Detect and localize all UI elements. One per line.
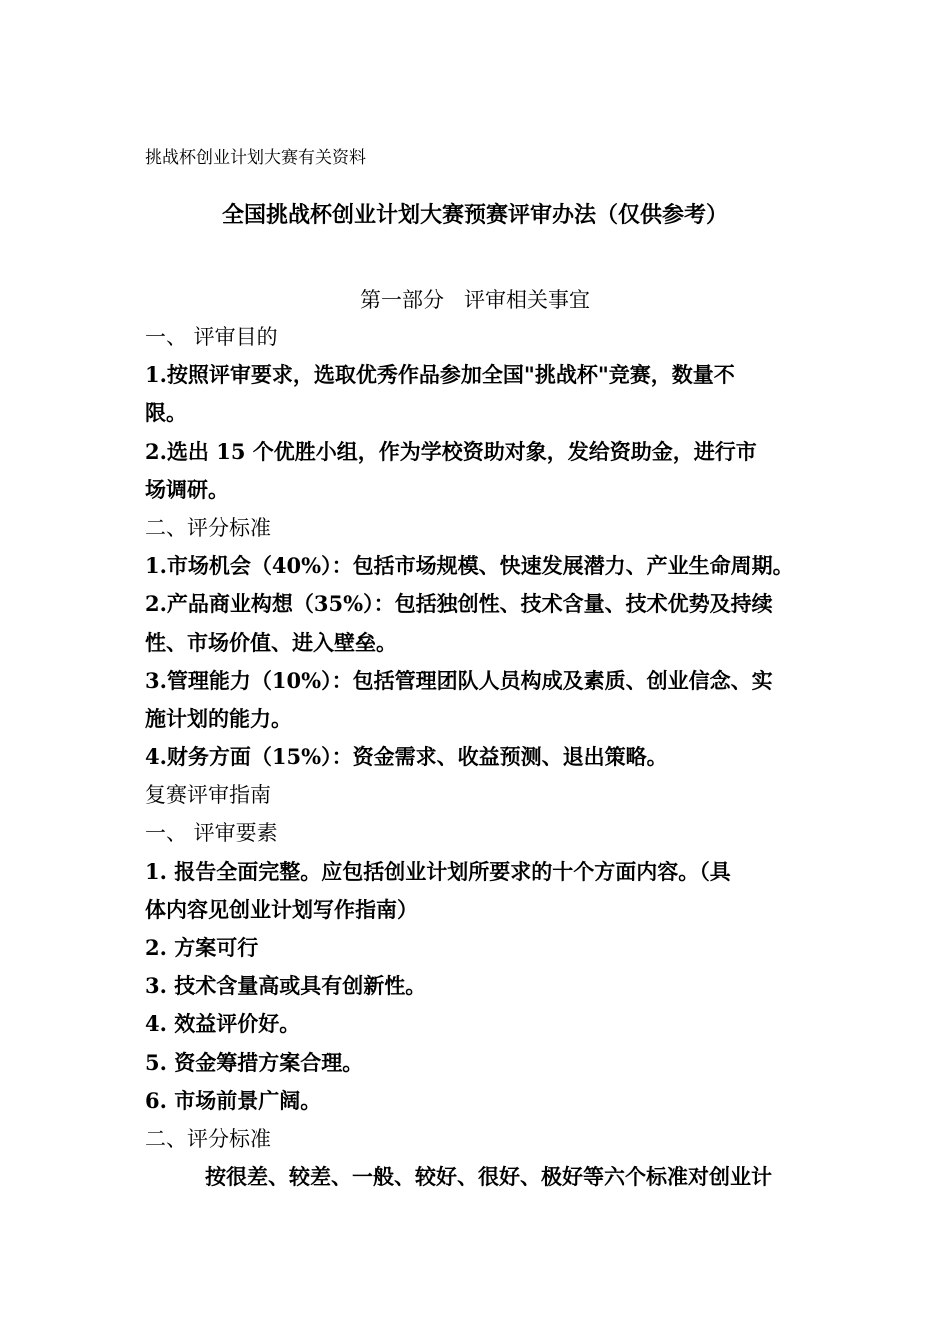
part-title: 第一部分 评审相关事宜 bbox=[359, 288, 591, 312]
paragraph-line: 1.市场机会（40%）：包括市场规模、快速发展潜力、产业生命周期。 bbox=[145, 553, 794, 579]
paragraph-line: 6. 市场前景广阔。 bbox=[145, 1087, 322, 1113]
paragraph-line: 4. 效益评价好。 bbox=[145, 1011, 301, 1037]
heading-scoring-criteria: 二、评分标准 bbox=[145, 515, 271, 540]
paragraph-line: 体内容见创业计划写作指南） bbox=[145, 896, 418, 922]
paragraph-line: 2.选出 15 个优胜小组，作为学校资助对象，发给资助金，进行市 bbox=[145, 438, 757, 464]
paragraph-line: 1.按照评审要求，选取优秀作品参加全国"挑战杯"竞赛，数量不 bbox=[145, 362, 735, 388]
paragraph-line: 2. 方案可行 bbox=[145, 935, 259, 960]
heading-review-elements: 一、 评审要素 bbox=[145, 821, 278, 846]
paragraph-line: 限。 bbox=[145, 400, 187, 426]
paragraph-line: 3. 技术含量高或具有创新性。 bbox=[145, 973, 427, 999]
heading-final-review-guide: 复赛评审指南 bbox=[145, 783, 271, 808]
paragraph-line: 按很差、较差、一般、较好、很好、极好等六个标准对创业计 bbox=[205, 1164, 772, 1190]
paragraph-line: 性、市场价值、进入壁垒。 bbox=[145, 629, 397, 655]
paragraph-line: 3.管理能力（10%）：包括管理团队人员构成及素质、创业信念、实 bbox=[145, 667, 773, 693]
heading-scoring-criteria-2: 二、评分标准 bbox=[145, 1126, 271, 1151]
paragraph-line: 2.产品商业构想（35%）：包括独创性、技术含量、技术优势及持续 bbox=[145, 591, 773, 617]
heading-review-purpose: 一、 评审目的 bbox=[145, 325, 278, 349]
paragraph-line: 5. 资金筹措方案合理。 bbox=[145, 1049, 364, 1075]
paragraph-line: 场调研。 bbox=[145, 476, 229, 502]
paragraph-line: 4.财务方面（15%）：资金需求、收益预测、退出策略。 bbox=[145, 744, 668, 770]
document-title: 全国挑战杯创业计划大赛预赛评审办法（仅供参考） bbox=[221, 203, 728, 228]
paragraph-line: 施计划的能力。 bbox=[145, 705, 292, 731]
document-header: 挑战杯创业计划大赛有关资料 bbox=[145, 148, 366, 168]
document-body bbox=[145, 318, 815, 1196]
paragraph-line: 1. 报告全面完整。应包括创业计划所要求的十个方面内容。（具 bbox=[145, 858, 731, 884]
